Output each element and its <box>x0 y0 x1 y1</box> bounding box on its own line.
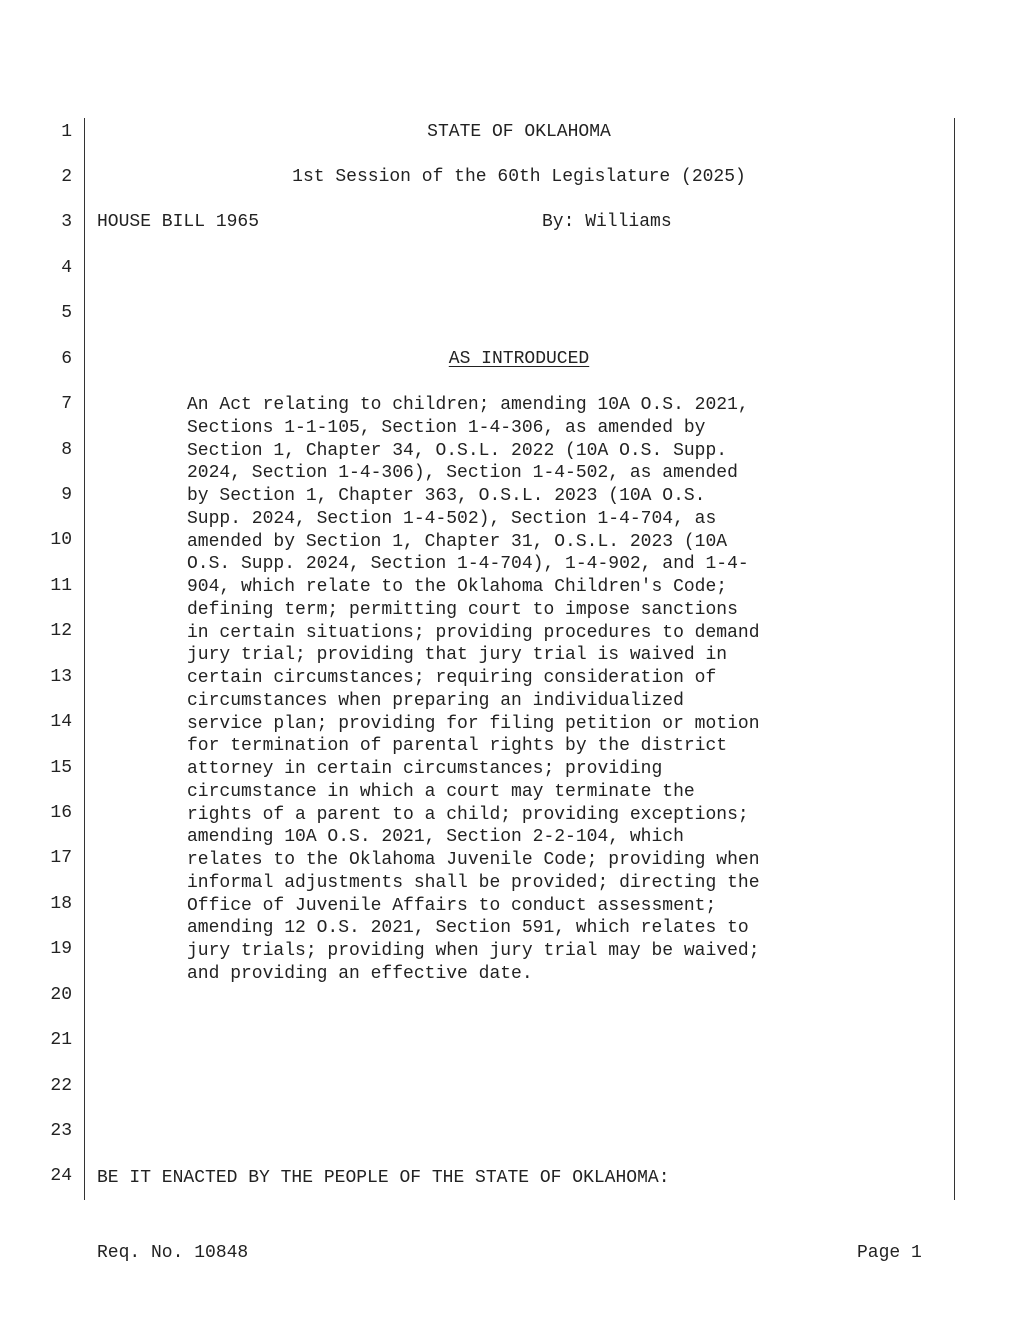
bill-number: HOUSE BILL 1965 <box>97 212 260 232</box>
abstract-line: 2024, Section 1-4-306), Section 1-4-502, as amended <box>187 463 738 484</box>
line-number: 2 <box>61 167 72 187</box>
abstract-line: circumstance in which a court may terminate the <box>187 781 695 802</box>
line-number: 18 <box>50 894 72 914</box>
line-number: 12 <box>50 621 72 641</box>
abstract-line: amending 10A O.S. 2021, Section 2-2-104, which <box>187 827 684 848</box>
line-number: 10 <box>50 530 72 550</box>
right-margin-rule <box>954 118 955 1200</box>
abstract-line: rights of a parent to a child; providing exceptions; <box>187 804 749 825</box>
line-number: 21 <box>50 1030 72 1050</box>
line-number: 24 <box>50 1166 72 1186</box>
line-number: 5 <box>61 303 72 323</box>
abstract-line: certain circumstances; requiring consideration of <box>187 668 717 688</box>
abstract-line: O.S. Supp. 2024, Section 1-4-704), 1-4-902, and 1-4- <box>187 554 749 575</box>
abstract-line: circumstances when preparing an individualized <box>187 690 684 711</box>
abstract-line: in certain situations; providing procedures to demand <box>187 622 760 643</box>
bill-status: AS INTRODUCED <box>448 349 590 369</box>
abstract-line: for termination of parental rights by the district <box>187 736 728 757</box>
abstract-line: jury trials; providing when jury trial may be waived; <box>187 941 760 961</box>
line-number: 9 <box>61 485 72 505</box>
line-number: 13 <box>50 667 72 687</box>
session-heading: 1st Session of the 60th Legislature (2025) <box>292 167 746 187</box>
abstract-line: service plan; providing for filing petition or motion <box>187 713 760 734</box>
line-number: 8 <box>61 440 72 460</box>
line-number: 23 <box>50 1121 72 1141</box>
line-number: 17 <box>50 848 72 868</box>
abstract-line: amended by Section 1, Chapter 31, O.S.L. 2023 (10A <box>187 531 728 552</box>
abstract-line: relates to the Oklahoma Juvenile Code; providing when <box>187 850 760 870</box>
abstract-line: attorney in certain circumstances; providing <box>187 759 663 779</box>
abstract-line: defining term; permitting court to impose sanctions <box>187 599 738 620</box>
bill-author: By: Williams <box>542 212 672 232</box>
line-number: 1 <box>61 122 72 142</box>
abstract-line: Section 1, Chapter 34, O.S.L. 2022 (10A O.S. Supp. <box>187 440 728 461</box>
abstract-line: amending 12 O.S. 2021, Section 591, which relates to <box>187 918 749 939</box>
line-number: 19 <box>50 939 72 959</box>
abstract-line: by Section 1, Chapter 363, O.S.L. 2023 (10A O.S. <box>187 486 706 506</box>
page-number: Page 1 <box>857 1243 922 1263</box>
abstract-line: An Act relating to children; amending 10A O.S. 2021, <box>187 395 749 415</box>
enacting-clause: BE IT ENACTED BY THE PEOPLE OF THE STATE OF OKLAHOMA: <box>97 1168 670 1188</box>
line-number: 4 <box>61 258 72 278</box>
left-margin-rule <box>84 118 85 1200</box>
line-number: 16 <box>50 803 72 823</box>
line-number: 22 <box>50 1076 72 1096</box>
abstract-line: informal adjustments shall be provided; directing the <box>187 872 760 893</box>
line-number: 3 <box>61 212 72 232</box>
abstract-line: Office of Juvenile Affairs to conduct assessment; <box>187 895 717 916</box>
state-heading: STATE OF OKLAHOMA <box>427 122 611 142</box>
abstract-line: Sections 1-1-105, Section 1-4-306, as amended by <box>187 417 706 438</box>
request-number: Req. No. 10848 <box>97 1243 249 1263</box>
line-number: 11 <box>50 576 72 596</box>
line-number: 14 <box>50 712 72 732</box>
line-number: 20 <box>50 985 72 1005</box>
bill-abstract <box>187 394 760 986</box>
line-number: 15 <box>50 758 72 778</box>
abstract-line: Supp. 2024, Section 1-4-502), Section 1-4-704, as <box>187 508 717 529</box>
abstract-line: 904, which relate to the Oklahoma Children's Code; <box>187 577 728 597</box>
line-number: 7 <box>61 394 72 414</box>
abstract-line: jury trial; providing that jury trial is waived in <box>187 645 728 666</box>
abstract-line: and providing an effective date. <box>187 963 533 984</box>
line-number: 6 <box>61 349 72 369</box>
